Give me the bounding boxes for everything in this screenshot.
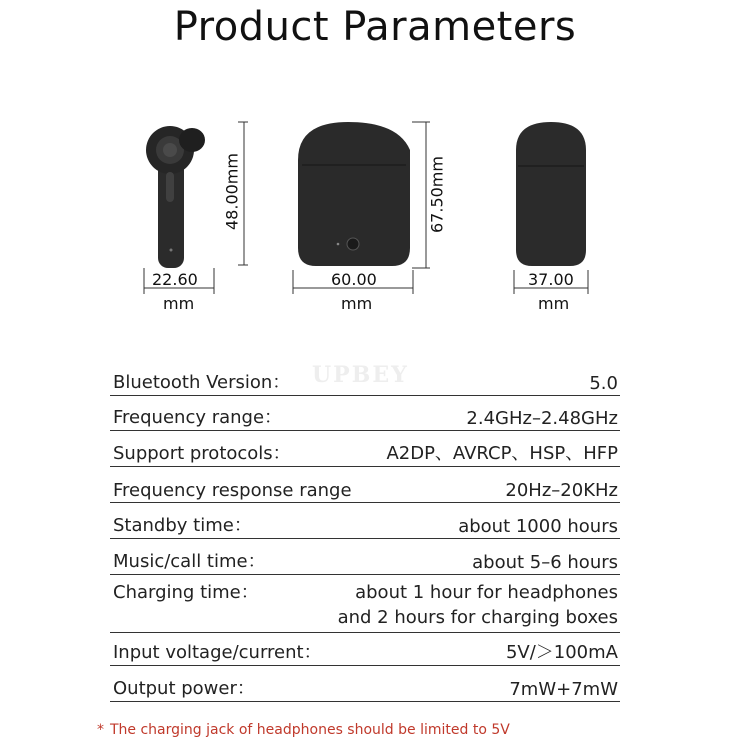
spec-row xyxy=(110,431,620,467)
spec-row xyxy=(110,666,620,702)
spec-row xyxy=(110,366,620,396)
case-side-width-unit: mm xyxy=(538,294,570,313)
spec-key: Charging time： xyxy=(113,582,259,603)
case-front-width-label: 60.00 xyxy=(331,270,377,289)
case-front-width-unit: mm xyxy=(341,294,373,313)
warning-note-text: The charging jack of headphones should be limited to 5V xyxy=(110,722,510,738)
spec-row xyxy=(110,503,620,539)
spec-value: A2DP、AVRCP、HSP、HFP xyxy=(386,443,618,464)
spec-value: 20Hz–20KHz xyxy=(505,480,618,501)
spec-value: about 1000 hours xyxy=(458,516,618,537)
spec-key: Frequency response range xyxy=(113,480,352,501)
spec-value xyxy=(338,580,618,630)
earbud-figure xyxy=(140,110,250,313)
spec-key: Bluetooth Version： xyxy=(113,372,291,393)
earbud-width-unit: mm xyxy=(163,294,195,313)
spec-value: 5.0 xyxy=(589,373,618,394)
spec-row xyxy=(110,539,620,575)
spec-row xyxy=(110,633,620,666)
spec-value: 2.4GHz–2.48GHz xyxy=(466,408,618,429)
earbud-height-label: 48.00mm xyxy=(222,153,242,230)
spec-value: 5V/＞100mA xyxy=(505,642,618,663)
spec-key: Output power： xyxy=(113,678,255,699)
spec-value: 7mW+7mW xyxy=(509,679,618,700)
spec-value-line: and 2 hours for charging boxes xyxy=(337,607,618,628)
spec-value: about 5–6 hours xyxy=(472,552,618,573)
spec-row xyxy=(110,467,620,503)
page-title: Product Parameters xyxy=(173,4,577,50)
spec-row xyxy=(110,396,620,431)
spec-table xyxy=(110,366,620,702)
case-side-width-label: 37.00 xyxy=(528,270,574,289)
asterisk-icon: * xyxy=(97,722,104,738)
warning-note xyxy=(97,722,510,738)
spec-row xyxy=(110,575,620,633)
case-front-figure xyxy=(288,110,458,313)
case-side-figure xyxy=(506,110,606,313)
spec-key: Frequency range： xyxy=(113,407,283,428)
spec-key: Music/call time： xyxy=(113,551,266,572)
case-front-height-label: 67.50mm xyxy=(427,156,447,233)
spec-key: Input voltage/current： xyxy=(113,642,322,663)
earbud-width-label: 22.60 xyxy=(152,270,198,289)
spec-key: Support protocols： xyxy=(113,443,291,464)
spec-value-line: about 1 hour for headphones xyxy=(355,582,618,603)
spec-key: Standby time： xyxy=(113,515,252,536)
watermark: UPBEY xyxy=(312,362,409,388)
